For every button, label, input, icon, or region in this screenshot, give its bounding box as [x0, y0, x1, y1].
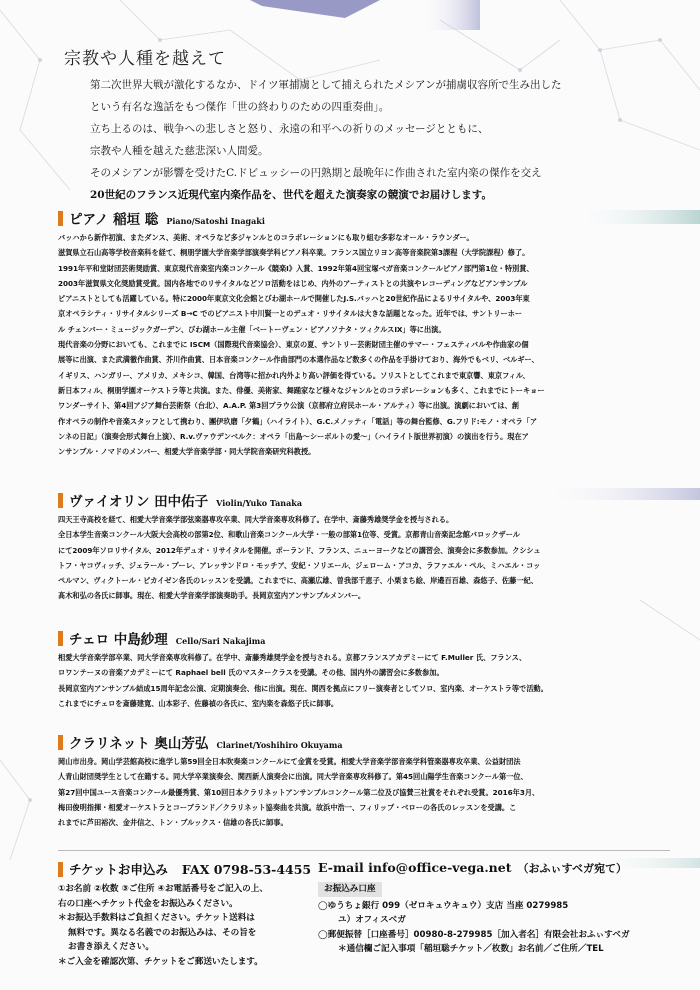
bio-line: ンネの日記」（演奏会形式舞台上演）、R.v.ヴァウデンベルク：オペラ「出島～シーボルトの愛～」（ハイライト版世界初演）の演出を行う。現在ア	[58, 431, 529, 441]
bio-line: 展等に出演、また武満徹作曲賞、芥川作曲賞、日本音楽コンクール作曲部門の本選作品など数多くの作品を手掛けており、海外でもベリ、ベルギー、	[58, 355, 539, 365]
bio-line: ロワンテーヌの音楽アカデミーにて Raphael bell 氏のマスタークラスを受講。その他、国内外の講習会に多数参加。	[58, 668, 444, 678]
bio-line: 相愛大学音楽学部卒業、同大学音楽専攻科修了。在学中、斎藤秀雄奨学金を授与される。京都フランスアカデミーにて F.Muller 氏、フランス、	[58, 653, 527, 662]
intro-line: そのメシアンが影響を受けたC.ドビュッシーの円熟期と最晩年に作曲された室内楽の傑作を交え	[90, 167, 542, 179]
accent-bar	[58, 493, 63, 508]
bio-line: 長岡京室内アンサンブル結成15周年記念公演、定期演奏会、他に出演。現在、関西を拠点にフリー演奏者としてソロ、室内楽、オーケストラ等で活動。	[58, 683, 548, 693]
performer-name-en: Violin/Yuko Tanaka	[216, 498, 303, 508]
fax-number: FAX 0798-53-4455	[181, 861, 312, 877]
performer-name: クラリネット 奥山芳弘	[69, 736, 209, 752]
payment-line: ＊通信欄ご記入事項「稲垣聡チケット／枚数」お名前／ご住所／TEL	[338, 944, 604, 955]
page-heading: 宗教や人種を越えて	[64, 49, 226, 69]
accent-bar	[58, 862, 63, 877]
bio-line: ペルマン、ヴィクトール・ピカイゼン各氏のレッスンを受講。これまでに、高瀬広雄、曽我部千恵子、小栗まち絵、岸邉百百雄、森悠子、佐藤一紀、	[58, 576, 538, 586]
bio-line: バッハから新作初演、またダンス、美術、オペラなど多ジャンルとのコラボレーションにも取り組む多彩なオール・ラウンダー。	[58, 233, 474, 242]
bio-line: 現代音楽の分野においても、これまでに ISCM（国際現代音楽協会）、東京の夏、サントリー芸術財団主催のサマー・フェスティバルや作曲家の個	[58, 340, 529, 350]
bio-line: 四天王寺高校を経て、相愛大学音楽学部弦楽器専攻卒業、同大学音楽専攻科修了。在学中、斎藤秀雄奨学金を授与される。	[58, 515, 454, 524]
instruction-line: ①お名前 ②枚数 ③ご住所 ④お電話番号をご記入の上、	[58, 884, 268, 894]
section-heading-cello	[58, 628, 265, 648]
bio-line: 滋賀県立石山高等学校音楽科を経て、桐朋学園大学音楽学部演奏学科ピアノ科卒業。フランス国立リヨン高等音楽院第3課程（大学院課程）修了。	[58, 248, 530, 258]
bio-line: ル チェンバー・ミュージックガーデン、びわ湖ホール主催「ベートーヴェン・ピアノソナタ・ツィクルスⅨ」等に出演。	[58, 324, 446, 334]
ticket-instructions	[58, 882, 318, 970]
performer-name: チェロ 中島紗理	[69, 632, 168, 648]
performer-name: ヴァイオリン 田中佑子	[69, 494, 209, 510]
instruction-line: お書き添えください。	[68, 942, 154, 953]
intro-line: 宗教や人種を越えた慈悲深い人間愛。	[90, 145, 269, 157]
bio-line: 人青山財団奨学生として在籍する。同大学卒業演奏会、関西新人演奏会に出演。同大学音楽専攻科修了。第45回山陽学生音楽コンクール第一位、	[58, 772, 528, 782]
bio-line: 新日本フィル、桐朋学園オーケストラ等と共演。また、俳優、美術家、舞踊家など様々なジャンルとのコラボレーションも多く、これまでにトーキョー	[58, 385, 545, 395]
bio-line: これまでにチェロを斎藤建寛、山本彩子、佐藤禎の各氏に、室内楽を森悠子氏に師事。	[58, 698, 339, 708]
bio-line: 全日本学生音楽コンクール大阪大会高校の部第2位、和歌山音楽コンクール大学・一般の部第1位等、受賞。京都青山音楽記念館バロックザール	[58, 530, 520, 540]
instruction-line: 無料です。異なる名義でのお振込みは、その旨を	[68, 927, 257, 938]
instruction-line: ＊お振込手数料はご負担ください。チケット送料は	[58, 913, 255, 924]
bio-line: 梅田俊明指揮・相愛オーケストラとコープランド／クラリネット協奏曲を共演。故浜中浩一、フィリップ・ベローの各氏のレッスンを受講。こ	[58, 802, 517, 812]
performer-name-en: Clarinet/Yoshihiro Okuyama	[216, 740, 343, 750]
accent-bar	[58, 211, 63, 226]
accent-bar	[58, 735, 63, 750]
payment-accounts	[318, 882, 678, 957]
bio-line: 第27回中国ユース音楽コンクール最優秀賞、第10回日本クラリネットアンサンブルコンクール第二位及び協賛三社賞をそれぞれ受賞。2016年3月、	[58, 787, 540, 797]
email-contact	[318, 860, 627, 876]
bio-cello	[58, 650, 670, 711]
bio-line: 髙木和弘の各氏に師事。現在、相愛大学音楽学部演奏助手。長岡京室内アンサンブルメンバー。	[58, 591, 366, 601]
intro-line: という有名な逸話をもつ傑作「世の終わりのための四重奏曲」。	[90, 101, 390, 113]
bio-line: ピアニストとしても活躍している。特に2000年東京文化会館とびわ湖ホールで開催したJ.S.バッハと20世紀作品によるリサイタルや、2003年東	[58, 294, 530, 304]
ticket-heading	[58, 860, 311, 878]
bio-line: 2003年滋賀県文化奨励賞受賞。国内各地でのリサイタルなどソロ活動をはじめ、内外のアーティストとの共演やレコーディングなどアンサンブル	[58, 278, 528, 288]
performer-name-en: Piano/Satoshi Inagaki	[166, 216, 265, 226]
bio-clarinet	[58, 754, 670, 830]
instruction-line: ＊ご入金を確認次第、チケットをご郵送いたします。	[58, 956, 263, 967]
bio-line: 作オペラの制作や音楽スタッフとして携わり、團伊玖磨「夕鶴」（ハイライト）、G.C.メノッティ「電話」等の舞台監修、G.フリド:モノ・オペラ「ア	[58, 416, 538, 426]
bio-line: 京オペラシティ・リサイタルシリーズ B→C でのピアニスト中川賢一とのデュオ・リサイタルは大きな話題となった。近年では、サントリーホー	[58, 309, 523, 319]
bio-violin	[58, 512, 670, 604]
bio-piano	[58, 230, 670, 459]
section-heading-violin	[58, 490, 302, 510]
ticket-divider	[58, 850, 670, 851]
bio-line: ワンダーサイト、第4回アジア舞台芸術祭（台北）、A.A.P. 第3回プラウ公演（京都府立府民ホール・アルティ）等に出演。演劇においては、創	[58, 401, 519, 411]
bio-line: 岡山市出身。岡山学芸館高校に進学し第59回全日本吹奏楽コンクールにて金賞を受賞。相愛大学音楽学部音楽学科管楽器専攻卒業、公益財団法	[58, 757, 521, 766]
email-address[interactable]: E-mail info@office-vega.net	[318, 860, 512, 875]
bio-line: 1991年平和堂財団芸術奨励賞、東京現代音楽室内楽コンクール《競楽Ⅰ》入賞、1992年第4回宝塚ベガ音楽コンクールピアノ部門第1位・特別賞、	[58, 263, 534, 273]
intro-text	[90, 74, 650, 206]
bio-line: イギリス、ハンガリー、アメリカ、メキシコ、韓国、台湾等に招かれ内外より高い評価を得ている。ソリストとしてこれまで東京響、東京フィル、	[58, 370, 530, 380]
bio-line: ンサンブル・ノマドのメンバー、相愛大学音楽学部・同大学院音楽研究科教授。	[58, 447, 316, 457]
intro-line: 20世紀のフランス近現代室内楽作品を、世代を超えた演奏家の競演でお届けします。	[90, 189, 492, 201]
bio-line: トフ・ヤコヴィッチ、ジェラール・プーレ、アレッサンドロ・モッチア、安紀・ソリエール、ジェローム・アコカ、ラファエル・ペル、ミハエル・コッ	[58, 560, 541, 570]
intro-line: 立ち上るのは、戦争への悲しさと怒り、永遠の和平への祈りのメッセージとともに、	[90, 123, 489, 135]
bio-line: にて2009年ソロリサイタル、2012年デュオ・リサイタルを開催。ポーランド、フランス、ニューヨークなどの講習会、演奏会に多数参加。クシシュ	[58, 545, 541, 555]
section-heading-piano	[58, 208, 265, 228]
ticket-title: チケットお申込み	[69, 862, 168, 877]
accent-bar	[58, 631, 63, 646]
payment-line: ◯ゆうちょ銀行 099（ゼロキュウキュウ）支店 当座 0279985	[318, 900, 569, 911]
email-note: （おふぃすベガ宛て）	[517, 862, 628, 875]
performer-name-en: Cello/Sari Nakajima	[175, 636, 266, 646]
bio-line: れまでに芦田裕次、金井信之、トン・ブルックス・信雄の各氏に師事。	[58, 818, 288, 828]
payment-label: お振込み口座	[318, 882, 382, 897]
instruction-line: 右の口座へチケット代金をお振込みください。	[58, 898, 238, 909]
section-heading-clarinet	[58, 732, 343, 752]
payment-line: ユ）オフィスベガ	[338, 915, 406, 926]
intro-line: 第二次世界大戦が激化するなか、ドイツ軍捕虜として捕えられたメシアンが捕虜収容所で生み出した	[90, 79, 562, 91]
performer-name: ピアノ 稲垣 聡	[69, 212, 159, 228]
payment-line: ◯郵便振替［口座番号］00980-8-279985［加入者名］有限会社おふぃすベガ	[318, 929, 630, 940]
